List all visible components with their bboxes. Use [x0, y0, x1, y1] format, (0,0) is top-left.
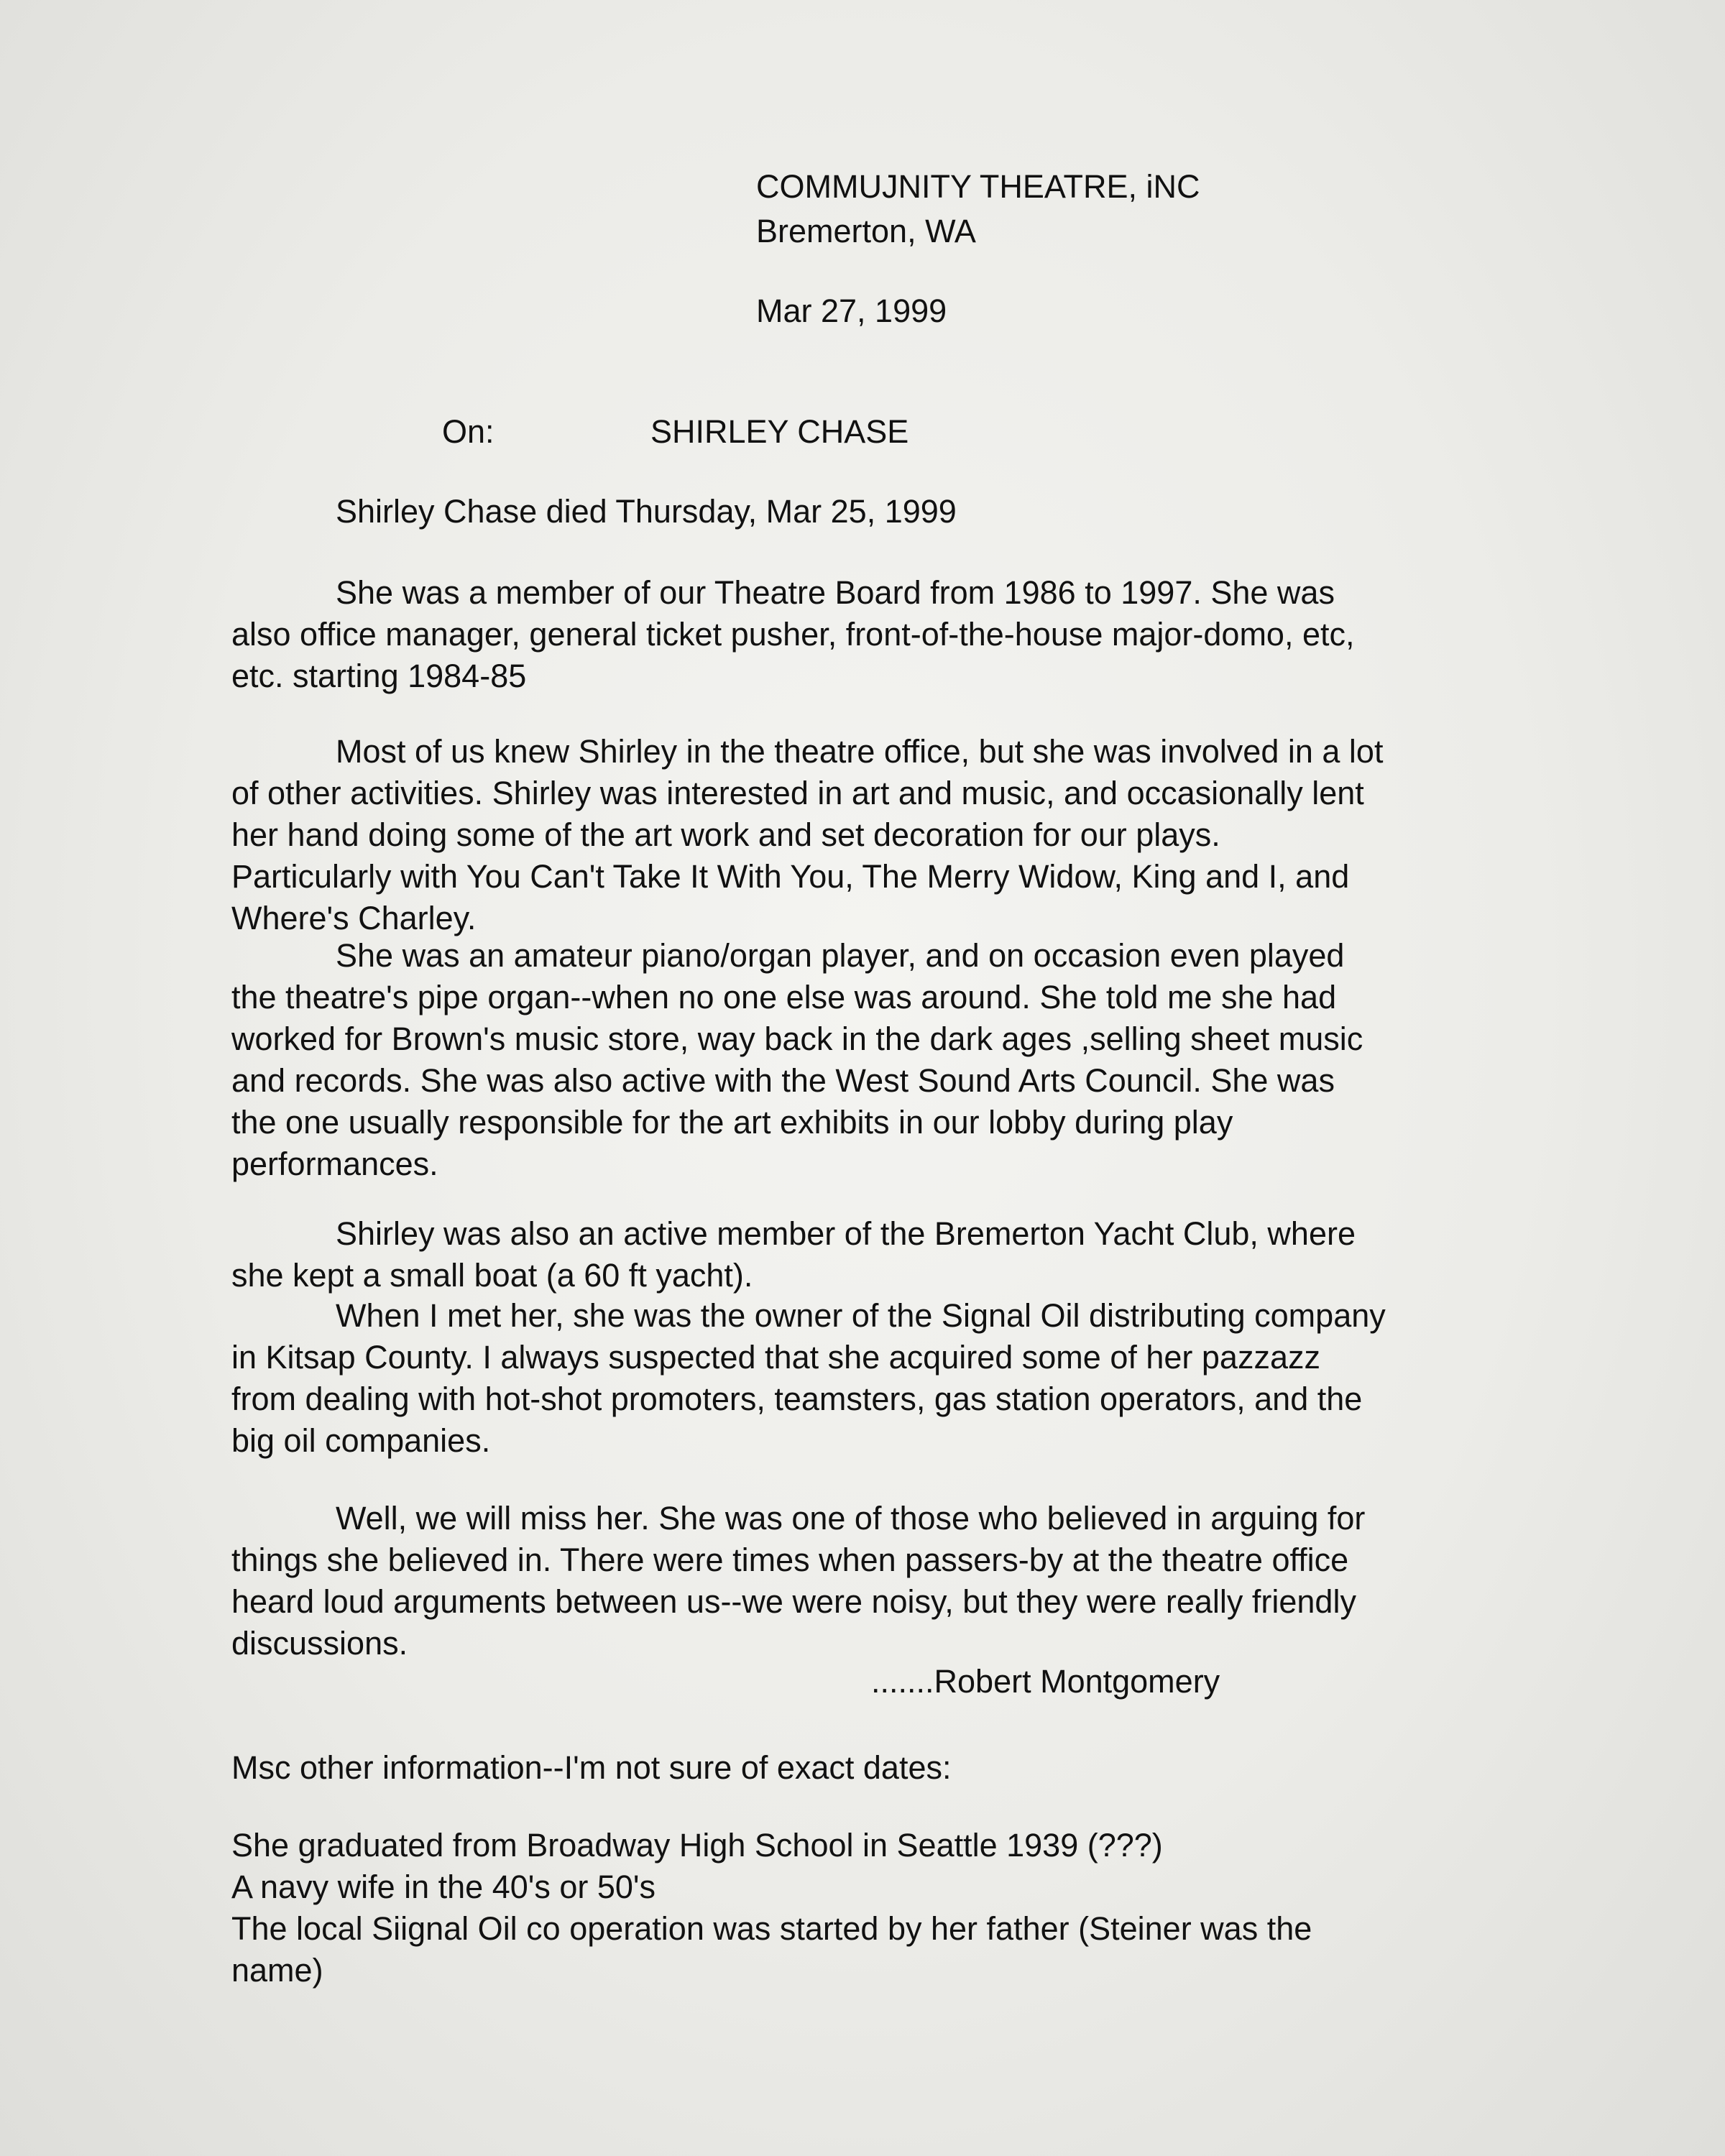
misc-line: A navy wife in the 40's or 50's: [231, 1869, 656, 1905]
body-line: she kept a small boat (a 60 ft yacht).: [231, 1257, 753, 1294]
body-line: the theatre's pipe organ--when no one else was around. She told me she had: [231, 979, 1337, 1015]
body-line: heard loud arguments between us--we were noisy, but they were really friendly: [231, 1583, 1356, 1620]
misc-heading: Msc other information--I'm not sure of exact dates:: [231, 1749, 952, 1786]
body-line: things she believed in. There were times when passers-by at the theatre office: [231, 1542, 1349, 1578]
body-line: worked for Brown's music store, way back in the dark ages ,selling sheet music: [231, 1021, 1363, 1057]
body-line: Where's Charley.: [231, 900, 477, 936]
body-line: discussions.: [231, 1625, 408, 1662]
organization-location: Bremerton, WA: [756, 213, 976, 249]
letter-date: Mar 27, 1999: [756, 292, 947, 329]
body-line: also office manager, general ticket pusher, front-of-the-house major-domo, etc,: [231, 616, 1355, 653]
body-line: Well, we will miss her. She was one of those who believed in arguing for: [336, 1500, 1366, 1537]
subject-label: On:: [442, 413, 494, 450]
body-line: of other activities. Shirley was interested in art and music, and occasionally lent: [231, 775, 1364, 811]
organization-name: COMMUJNITY THEATRE, iNC: [756, 168, 1200, 205]
body-line: performances.: [231, 1146, 438, 1182]
signature: .......Robert Montgomery: [871, 1663, 1220, 1700]
body-line: Shirley was also an active member of the Bremerton Yacht Club, where: [336, 1215, 1356, 1252]
body-line: Most of us knew Shirley in the theatre office, but she was involved in a lot: [336, 733, 1384, 770]
body-line: Particularly with You Can't Take It With You, The Merry Widow, King and I, and: [231, 858, 1350, 895]
body-line: from dealing with hot-shot promoters, teamsters, gas station operators, and the: [231, 1381, 1363, 1417]
body-line: etc. starting 1984-85: [231, 658, 527, 694]
opening-line: Shirley Chase died Thursday, Mar 25, 1999: [336, 493, 957, 530]
subject-name: SHIRLEY CHASE: [650, 413, 909, 450]
body-line: She was an amateur piano/organ player, and on occasion even played: [336, 937, 1345, 974]
body-line: She was a member of our Theatre Board from 1986 to 1997. She was: [336, 574, 1335, 611]
misc-line: The local Siignal Oil co operation was started by her father (Steiner was the: [231, 1910, 1312, 1947]
misc-line: She graduated from Broadway High School in Seattle 1939 (???): [231, 1827, 1163, 1864]
body-line: the one usually responsible for the art exhibits in our lobby during play: [231, 1104, 1233, 1141]
body-line: in Kitsap County. I always suspected that she acquired some of her pazzazz: [231, 1339, 1320, 1376]
body-line: her hand doing some of the art work and set decoration for our plays.: [231, 816, 1220, 853]
body-line: When I met her, she was the owner of the Signal Oil distributing company: [336, 1297, 1386, 1334]
body-line: and records. She was also active with the West Sound Arts Council. She was: [231, 1062, 1335, 1099]
misc-line: name): [231, 1952, 323, 1989]
body-line: big oil companies.: [231, 1422, 491, 1459]
